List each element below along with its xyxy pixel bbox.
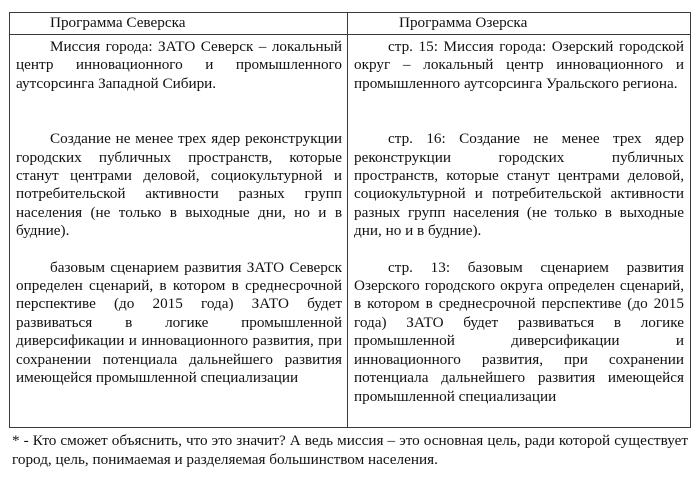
- spacer: [354, 241, 684, 259]
- spacer: [16, 93, 342, 130]
- ozersk-public-spaces: стр. 16: Создание не менее трех ядер реконструкции городских публичных пространств, которые станут центрами деловой, социокультурной и потребительской активности разных групп населения (не только в выходные дни, но и в будние).: [354, 130, 684, 240]
- header-ozersk: Программа Озерска: [348, 13, 691, 35]
- seversk-base-scenario: базовым сценарием развития ЗАТО Северск определен сценарий, в котором в среднесрочной перспективе (до 2015 года) ЗАТО будет развиваться в логике промышленной диверсификации и инновационного развития, при сохранении потенциала дальнейшего развития имеющейся промышленной специализации: [16, 258, 342, 387]
- footnote: * - Кто сможет объяснить, что это значит? А ведь миссия – это основная цель, ради которой существует город, цель, понимаемая и разделяемая большинством населения.: [12, 432, 688, 468]
- spacer: [354, 93, 684, 130]
- content-row: [10, 35, 691, 428]
- ozersk-base-scenario: стр. 13: базовым сценарием развития Озерского городского округа определен сценарий, в котором в среднесрочной перспективе (до 2015 года) ЗАТО будет развиваться в логике промышленной диверсификации и инновационного развития, при сохранении потенциала дальнейшего развития имеющейся промышленной специализации: [354, 258, 684, 405]
- spacer: [16, 241, 342, 259]
- ozersk-column: [348, 35, 691, 428]
- seversk-column: [10, 35, 348, 428]
- ozersk-mission: стр. 15: Миссия города: Озерский городской округ – локальный центр инновационного и промышленного аутсорсинга Уральского региона.: [354, 38, 684, 92]
- seversk-mission: Миссия города: ЗАТО Северск – локальный центр инновационного и промышленного аутсорсинга Западной Сибири.: [16, 38, 342, 92]
- header-seversk: Программа Северска: [10, 13, 348, 35]
- header-row: [10, 13, 691, 35]
- comparison-table: [9, 12, 691, 428]
- seversk-public-spaces: Создание не менее трех ядер реконструкции городских публичных пространств, которые станут центрами деловой, социокультурной и потребительской активности разных групп населения (не только в выходные дни, но и в будние).: [16, 130, 342, 240]
